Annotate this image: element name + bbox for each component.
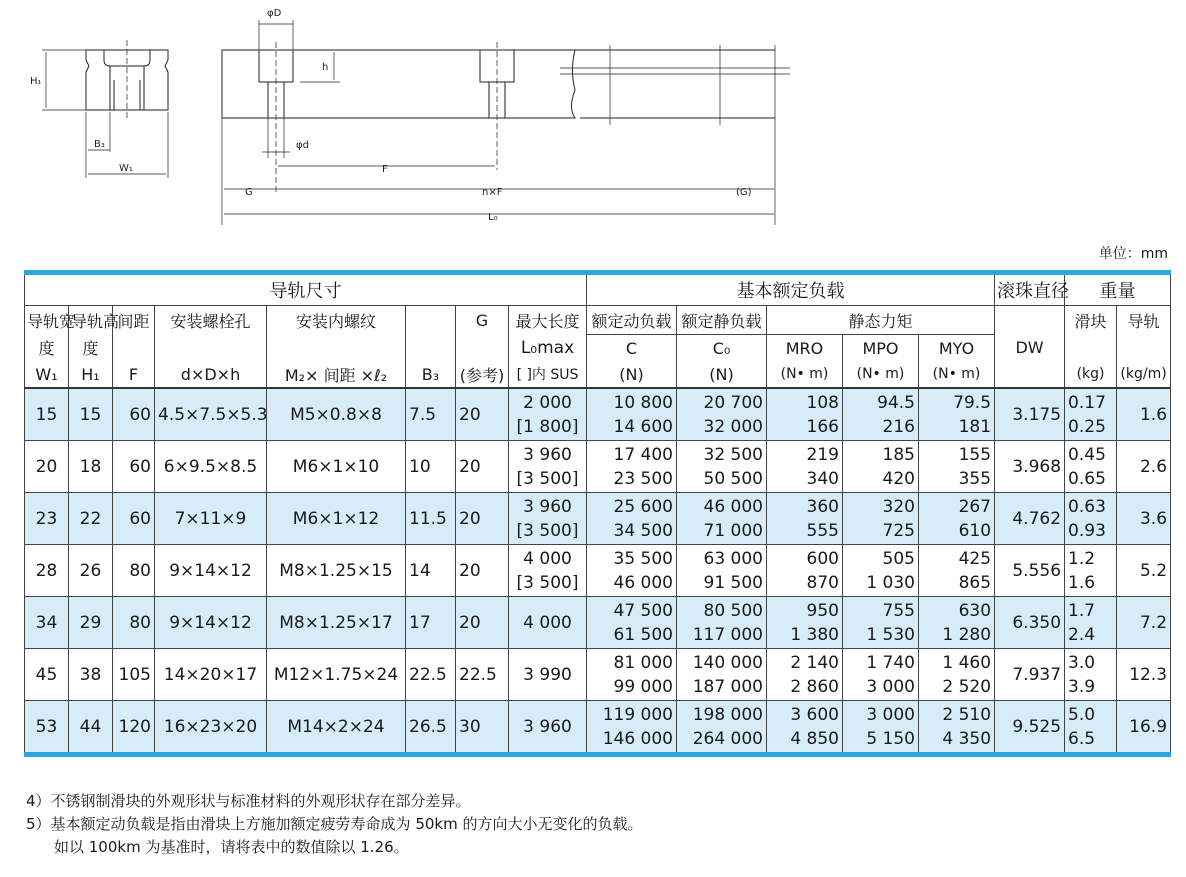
rail-dimension-drawing [0,0,1186,240]
cell-mpo [843,649,919,701]
col-bolt-a: 安装螺栓孔 [155,306,267,335]
cell-block [1065,597,1117,649]
cell-h1: 29 [69,597,113,649]
cell-bolt: 6×9.5×8.5 [155,441,267,493]
cell-lmax-line: [1 800] [516,416,579,437]
w1-label: W₁ [119,163,133,174]
cell-c-line: 47 500 [613,600,673,621]
cell-lmax-line: 3 990 [523,664,572,685]
phi-d-upper-label: φD [267,8,282,19]
cell-thread: M6×1×10 [267,441,406,493]
cell-c-line: 61 500 [613,624,673,645]
static-moment-header: 静态力矩 [767,306,995,335]
group-rail-header: 导轨尺寸 [25,273,587,306]
cell-mro-line: 600 [806,548,839,569]
cell-bolt: 14×20×17 [155,649,267,701]
nf-label: n×F [482,187,503,198]
cell-lmax-line: [3 500] [516,520,579,541]
cell-c0 [677,493,767,545]
g-paren-label: (G) [736,187,752,198]
cell-f: 80 [113,597,155,649]
col-f-b [113,335,155,362]
col-myo-b: MYO [919,335,995,362]
cell-mpo-line: 320 [882,496,915,517]
cell-g: 30 [456,701,509,755]
cell-block-line: 0.25 [1068,416,1106,437]
cell-rail: 5.2 [1117,545,1171,597]
cell-lmax [509,441,587,493]
col-g-c: (参考) [456,361,509,388]
cell-lmax-line: 2 000 [523,392,572,413]
cell-mro [767,649,843,701]
cell-block-line: 1.6 [1068,572,1096,593]
col-b3: B₃ [406,361,456,388]
cell-w1: 23 [25,493,69,545]
cell-c0-line: 20 700 [703,392,763,413]
cell-dw: 5.556 [995,545,1065,597]
cell-c [587,649,677,701]
cell-mpo-line: 185 [882,444,915,465]
cell-mro-line: 1 380 [790,624,839,645]
cell-bolt: 16×23×20 [155,701,267,755]
cell-h1: 15 [69,388,113,441]
cell-mro-line: 870 [806,572,839,593]
cell-c0 [677,649,767,701]
cell-c-line: 146 000 [602,728,673,749]
cell-c [587,545,677,597]
col-h1-a: 导轨高 [69,306,113,335]
cell-myo-line: 865 [958,572,992,593]
cell-c0-line: 71 000 [703,520,763,541]
cell-lmax [509,545,587,597]
cell-c [587,597,677,649]
cell-c-line: 14 600 [613,416,673,437]
cell-lmax [509,493,587,545]
cell-block-line: 1.7 [1068,600,1096,621]
footnotes [26,790,642,859]
cell-block-line: 0.63 [1068,496,1106,517]
cell-c0 [677,388,767,441]
cell-rail: 3.6 [1117,493,1171,545]
cell-block-line: 3.0 [1068,652,1096,673]
cell-mro [767,545,843,597]
cell-mro-line: 2 140 [790,652,839,673]
cell-mpo-line: 1 530 [866,624,915,645]
col-c-c: (N) [587,361,677,388]
cell-c [587,493,677,545]
cell-g: 20 [456,493,509,545]
col-mro-c: (N• m) [767,361,843,388]
cell-myo-line: 267 [958,496,992,517]
cell-lmax-line: 3 960 [523,716,572,737]
cell-thread: M8×1.25×17 [267,597,406,649]
cell-lmax-line: [3 500] [516,572,579,593]
cell-bolt: 9×14×12 [155,597,267,649]
cell-mpo [843,388,919,441]
table-row [25,441,1171,493]
col-mpo-c: (N• m) [843,361,919,388]
cell-block-line: 5.0 [1068,704,1096,725]
col-block-a: 滑块 [1065,306,1117,335]
cell-myo-line: 610 [958,520,992,541]
cell-h1: 22 [69,493,113,545]
cell-mro-line: 2 860 [790,676,839,697]
cell-b3: 26.5 [406,701,456,755]
cell-myo-line: 355 [958,468,992,489]
cell-dw: 3.968 [995,441,1065,493]
unit-label: 单位：mm [1098,246,1168,262]
cell-w1: 34 [25,597,69,649]
group-ball-header: 滚珠直径 [995,273,1065,306]
cell-block [1065,701,1117,755]
cell-myo-line: 630 [958,600,992,621]
col-rail-a: 导轨 [1117,306,1171,335]
col-thread-c: M₂× 间距 ×ℓ₂ [267,361,406,388]
cell-mro-line: 3 600 [790,704,839,725]
cell-myo-line: 155 [958,444,992,465]
b3-label: B₃ [94,139,105,150]
cell-c [587,701,677,755]
cell-w1: 15 [25,388,69,441]
g-label: G [245,187,253,198]
rail-cross-section [42,40,168,178]
cell-thread: M12×1.75×24 [267,649,406,701]
col-lmax-a: 最大长度 [509,306,587,335]
cell-c0 [677,545,767,597]
col-myo-c: (N• m) [919,361,995,388]
cell-mro [767,701,843,755]
cell-myo-line: 2 510 [942,704,992,725]
cell-mro-line: 219 [806,444,839,465]
cell-c-line: 34 500 [613,520,673,541]
cell-g: 20 [456,441,509,493]
cell-bolt: 9×14×12 [155,545,267,597]
cell-block-line: 3.9 [1068,676,1096,697]
cell-c-line: 35 500 [613,548,673,569]
col-w1-c: W₁ [25,361,69,388]
phi-d-lower-label: φd [296,140,309,151]
cell-mpo-line: 755 [882,600,915,621]
cell-myo [919,388,995,441]
cell-f: 120 [113,701,155,755]
cell-mro-line: 4 850 [790,728,839,749]
cell-mro-line: 555 [806,520,839,541]
cell-rail: 2.6 [1117,441,1171,493]
l0-label: L₀ [488,212,498,223]
cell-mro [767,388,843,441]
cell-h1: 26 [69,545,113,597]
cell-dw: 6.350 [995,597,1065,649]
cell-g: 20 [456,388,509,441]
cell-lmax-line: [3 500] [516,468,579,489]
cell-w1: 45 [25,649,69,701]
cell-block [1065,441,1117,493]
cell-thread: M6×1×12 [267,493,406,545]
cell-b3: 17 [406,597,456,649]
cell-dw: 9.525 [995,701,1065,755]
cell-myo [919,701,995,755]
col-f-c: F [113,361,155,388]
cell-bolt: 4.5×7.5×5.3 [155,388,267,441]
cell-f: 60 [113,493,155,545]
cell-block [1065,545,1117,597]
cell-block-line: 0.93 [1068,520,1106,541]
col-rail-c: (kg/m) [1117,361,1171,388]
cell-block-line: 6.5 [1068,728,1096,749]
cell-mpo-line: 94.5 [877,392,915,413]
cell-mro-line: 950 [806,600,839,621]
cell-mro [767,597,843,649]
h1-label: H₁ [30,76,42,87]
col-f-a: 间距 [113,306,155,335]
cell-rail: 1.6 [1117,388,1171,441]
note-5-cont: 如以 100km 为基准时，请将表中的数值除以 1.26。 [54,838,409,856]
cell-mpo-line: 5 150 [866,728,915,749]
cell-c0 [677,701,767,755]
cell-mpo [843,701,919,755]
cell-dw: 3.175 [995,388,1065,441]
cell-block [1065,493,1117,545]
cell-mpo-line: 1 030 [866,572,915,593]
cell-block [1065,649,1117,701]
cell-mpo-line: 3 000 [866,704,915,725]
cell-block-line: 2.4 [1068,624,1096,645]
cell-c0-line: 264 000 [692,728,763,749]
cell-w1: 20 [25,441,69,493]
cell-mpo-line: 1 740 [866,652,915,673]
col-h1-b: 度 [69,335,113,362]
cell-c0-line: 63 000 [703,548,763,569]
group-load-header: 基本额定负载 [587,273,995,306]
cell-lmax [509,701,587,755]
cell-dw: 7.937 [995,649,1065,701]
table-row [25,701,1171,755]
f-label: F [382,164,388,175]
col-h1-c: H₁ [69,361,113,388]
cell-lmax-line: 3 960 [523,444,572,465]
cell-myo [919,441,995,493]
cell-mro [767,493,843,545]
cell-mro-line: 340 [806,468,839,489]
cell-mro-line: 360 [806,496,839,517]
cell-mpo [843,545,919,597]
cell-g: 20 [456,597,509,649]
cell-block-line: 0.45 [1068,444,1106,465]
cell-c [587,441,677,493]
cell-myo-line: 425 [958,548,992,569]
cell-block-line: 0.17 [1068,392,1106,413]
cell-block-line: 0.65 [1068,468,1106,489]
cell-myo-line: 79.5 [953,392,992,413]
col-w1-a: 导轨宽 [25,306,69,335]
cell-c0-line: 46 000 [703,496,763,517]
cell-mpo-line: 3 000 [866,676,915,697]
cell-b3: 14 [406,545,456,597]
cell-c0-line: 50 500 [703,468,763,489]
cell-lmax [509,388,587,441]
table-row [25,649,1171,701]
cell-rail: 12.3 [1117,649,1171,701]
cell-myo [919,545,995,597]
col-c0-c: (N) [677,361,767,388]
cell-g: 22.5 [456,649,509,701]
note-4: 4）不锈钢制滑块的外观形状与标准材料的外观形状存在部分差异。 [26,792,471,810]
cell-c-line: 10 800 [613,392,673,413]
cell-lmax-line: 3 960 [523,496,572,517]
cell-dw: 4.762 [995,493,1065,545]
cell-c0-line: 91 500 [703,572,763,593]
rail-spec-table [24,270,1171,757]
cell-mro-line: 108 [806,392,839,413]
table-row [25,545,1171,597]
col-c-b: C [587,335,677,362]
cell-h1: 38 [69,649,113,701]
cell-lmax [509,649,587,701]
col-c0-b: C₀ [677,335,767,362]
cell-b3: 7.5 [406,388,456,441]
cell-c-line: 17 400 [613,444,673,465]
table-row [25,493,1171,545]
cell-myo-line: 181 [958,416,992,437]
cell-myo [919,597,995,649]
cell-f: 105 [113,649,155,701]
cell-c0-line: 32 500 [703,444,763,465]
col-mpo-b: MPO [843,335,919,362]
cell-lmax-line: 4 000 [523,548,572,569]
cell-f: 60 [113,388,155,441]
cell-thread: M8×1.25×15 [267,545,406,597]
cell-lmax-line: 4 000 [523,612,572,633]
cell-myo-line: 4 350 [942,728,992,749]
cell-mpo-line: 725 [882,520,915,541]
rail-side-view [222,20,790,225]
cell-b3: 22.5 [406,649,456,701]
cell-w1: 53 [25,701,69,755]
cell-c-line: 99 000 [613,676,673,697]
cell-h1: 18 [69,441,113,493]
cell-c0-line: 140 000 [692,652,763,673]
cell-c-line: 119 000 [602,704,673,725]
cell-c0 [677,597,767,649]
cell-b3: 11.5 [406,493,456,545]
col-c0-a: 额定静负载 [677,306,767,335]
cell-mpo-line: 505 [882,548,915,569]
col-lmax-b: L₀max [509,335,587,362]
cell-c0-line: 198 000 [692,704,763,725]
h-label: h [322,62,329,73]
col-w1-b: 度 [25,335,69,362]
cell-block-line: 1.2 [1068,548,1096,569]
cell-c0-line: 80 500 [703,600,763,621]
col-c-a: 额定动负载 [587,306,677,335]
cell-mro [767,441,843,493]
cell-w1: 28 [25,545,69,597]
cell-c0-line: 32 000 [703,416,763,437]
cell-myo [919,649,995,701]
cell-rail: 7.2 [1117,597,1171,649]
cell-h1: 44 [69,701,113,755]
cell-mpo-line: 216 [882,416,915,437]
col-block-c: (kg) [1065,361,1117,388]
cell-thread: M5×0.8×8 [267,388,406,441]
cell-myo-line: 1 280 [942,624,992,645]
cell-c0 [677,441,767,493]
cell-b3: 10 [406,441,456,493]
cell-c [587,388,677,441]
cell-mpo-line: 420 [882,468,915,489]
cell-bolt: 7×11×9 [155,493,267,545]
cell-c-line: 81 000 [613,652,673,673]
cell-myo-line: 1 460 [942,652,992,673]
table-row [25,597,1171,649]
col-lmax-c: [ ]内 SUS [509,361,587,388]
col-g-a: G [456,306,509,335]
cell-mpo [843,441,919,493]
note-5: 5）基本额定动负载是指由滑块上方施加额定疲劳寿命成为 50km 的方向大小无变化的负载。 [26,815,643,833]
cell-mpo [843,597,919,649]
col-dw: DW [995,335,1065,362]
cell-f: 60 [113,441,155,493]
cell-lmax [509,597,587,649]
cell-c0-line: 187 000 [692,676,763,697]
col-mro-b: MRO [767,335,843,362]
cell-mro-line: 166 [806,416,839,437]
cell-f: 80 [113,545,155,597]
group-weight-header: 重量 [1065,273,1171,306]
cell-c-line: 23 500 [613,468,673,489]
col-bolt-c: d×D×h [155,361,267,388]
cell-rail: 16.9 [1117,701,1171,755]
cell-c-line: 25 600 [613,496,673,517]
cell-c-line: 46 000 [613,572,673,593]
cell-g: 20 [456,545,509,597]
cell-c0-line: 117 000 [692,624,763,645]
col-thread-a: 安装内螺纹 [267,306,406,335]
cell-block [1065,388,1117,441]
cell-mpo [843,493,919,545]
cell-thread: M14×2×24 [267,701,406,755]
table-row [25,388,1171,441]
cell-myo-line: 2 520 [942,676,992,697]
cell-myo [919,493,995,545]
